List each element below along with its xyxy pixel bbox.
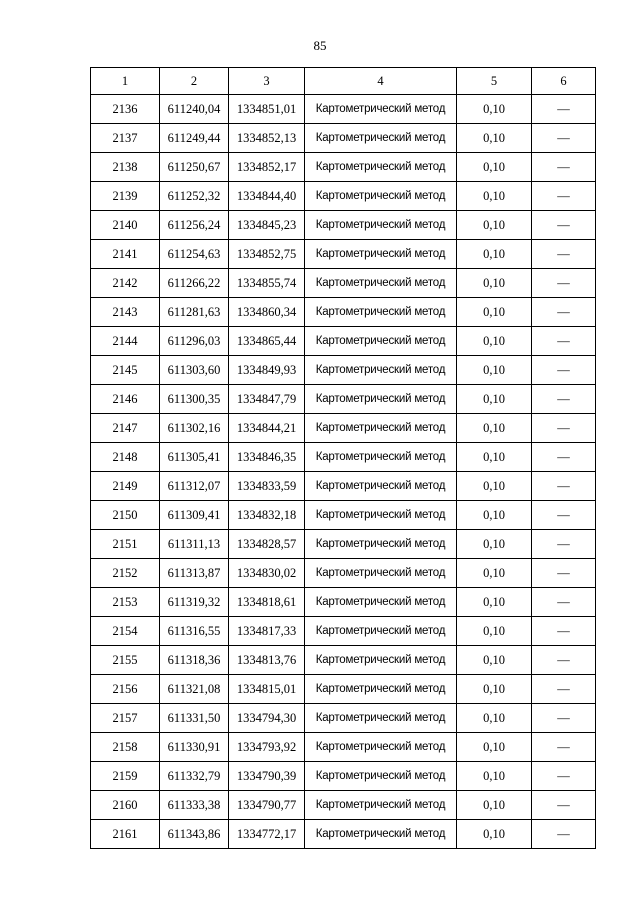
method-cell: Картометрический метод [305,385,457,414]
y-coordinate-cell: 1334790,77 [229,791,305,820]
x-coordinate-cell: 611303,60 [160,356,229,385]
y-coordinate-cell: 1334817,33 [229,617,305,646]
column-header: 6 [532,68,596,95]
accuracy-cell: 0,10 [457,530,532,559]
x-coordinate-cell: 611254,63 [160,240,229,269]
note-cell: — [532,530,596,559]
point-number-cell: 2138 [91,153,160,182]
x-coordinate-cell: 611305,41 [160,443,229,472]
method-cell: Картометрический метод [305,443,457,472]
point-number-cell: 2154 [91,617,160,646]
x-coordinate-cell: 611332,79 [160,762,229,791]
table-row [91,762,596,791]
point-number-cell: 2150 [91,501,160,530]
point-number-cell: 2157 [91,704,160,733]
method-cell: Картометрический метод [305,617,457,646]
table-row [91,240,596,269]
table-row [91,559,596,588]
point-number-cell: 2143 [91,298,160,327]
note-cell: — [532,269,596,298]
table-row [91,443,596,472]
note-cell: — [532,472,596,501]
note-cell: — [532,182,596,211]
method-cell: Картометрический метод [305,298,457,327]
x-coordinate-cell: 611300,35 [160,385,229,414]
point-number-cell: 2148 [91,443,160,472]
accuracy-cell: 0,10 [457,675,532,704]
accuracy-cell: 0,10 [457,211,532,240]
table-row [91,472,596,501]
point-number-cell: 2152 [91,559,160,588]
accuracy-cell: 0,10 [457,559,532,588]
y-coordinate-cell: 1334844,21 [229,414,305,443]
method-cell: Картометрический метод [305,269,457,298]
method-cell: Картометрический метод [305,530,457,559]
point-number-cell: 2146 [91,385,160,414]
point-number-cell: 2153 [91,588,160,617]
accuracy-cell: 0,10 [457,704,532,733]
column-header: 4 [305,68,457,95]
column-header: 2 [160,68,229,95]
note-cell: — [532,414,596,443]
method-cell: Картометрический метод [305,675,457,704]
x-coordinate-cell: 611256,24 [160,211,229,240]
y-coordinate-cell: 1334813,76 [229,646,305,675]
method-cell: Картометрический метод [305,791,457,820]
x-coordinate-cell: 611249,44 [160,124,229,153]
accuracy-cell: 0,10 [457,820,532,849]
point-number-cell: 2145 [91,356,160,385]
point-number-cell: 2160 [91,791,160,820]
accuracy-cell: 0,10 [457,298,532,327]
y-coordinate-cell: 1334793,92 [229,733,305,762]
note-cell: — [532,95,596,124]
accuracy-cell: 0,10 [457,269,532,298]
note-cell: — [532,704,596,733]
point-number-cell: 2158 [91,733,160,762]
note-cell: — [532,356,596,385]
accuracy-cell: 0,10 [457,124,532,153]
y-coordinate-cell: 1334844,40 [229,182,305,211]
x-coordinate-cell: 611266,22 [160,269,229,298]
point-number-cell: 2140 [91,211,160,240]
y-coordinate-cell: 1334846,35 [229,443,305,472]
note-cell: — [532,298,596,327]
y-coordinate-cell: 1334852,17 [229,153,305,182]
table-row [91,617,596,646]
point-number-cell: 2142 [91,269,160,298]
table-row [91,791,596,820]
table-row [91,153,596,182]
note-cell: — [532,617,596,646]
note-cell: — [532,762,596,791]
accuracy-cell: 0,10 [457,733,532,762]
y-coordinate-cell: 1334865,44 [229,327,305,356]
accuracy-cell: 0,10 [457,327,532,356]
note-cell: — [532,443,596,472]
note-cell: — [532,501,596,530]
y-coordinate-cell: 1334860,34 [229,298,305,327]
page-number: 85 [313,38,327,53]
method-cell: Картометрический метод [305,820,457,849]
x-coordinate-cell: 611312,07 [160,472,229,501]
y-coordinate-cell: 1334832,18 [229,501,305,530]
y-coordinate-cell: 1334855,74 [229,269,305,298]
x-coordinate-cell: 611302,16 [160,414,229,443]
x-coordinate-cell: 611319,32 [160,588,229,617]
accuracy-cell: 0,10 [457,762,532,791]
y-coordinate-cell: 1334833,59 [229,472,305,501]
point-number-cell: 2144 [91,327,160,356]
note-cell: — [532,646,596,675]
table-row [91,704,596,733]
table-row [91,820,596,849]
x-coordinate-cell: 611333,38 [160,791,229,820]
method-cell: Картометрический метод [305,414,457,443]
x-coordinate-cell: 611281,63 [160,298,229,327]
y-coordinate-cell: 1334852,13 [229,124,305,153]
accuracy-cell: 0,10 [457,182,532,211]
x-coordinate-cell: 611309,41 [160,501,229,530]
accuracy-cell: 0,10 [457,791,532,820]
y-coordinate-cell: 1334790,39 [229,762,305,791]
x-coordinate-cell: 611296,03 [160,327,229,356]
accuracy-cell: 0,10 [457,472,532,501]
point-number-cell: 2147 [91,414,160,443]
accuracy-cell: 0,10 [457,501,532,530]
method-cell: Картометрический метод [305,733,457,762]
point-number-cell: 2159 [91,762,160,791]
point-number-cell: 2161 [91,820,160,849]
accuracy-cell: 0,10 [457,617,532,646]
table-row [91,298,596,327]
y-coordinate-cell: 1334818,61 [229,588,305,617]
note-cell: — [532,559,596,588]
method-cell: Картометрический метод [305,646,457,675]
table-row [91,588,596,617]
x-coordinate-cell: 611330,91 [160,733,229,762]
note-cell: — [532,675,596,704]
column-header: 1 [91,68,160,95]
accuracy-cell: 0,10 [457,443,532,472]
table-row [91,530,596,559]
note-cell: — [532,385,596,414]
note-cell: — [532,327,596,356]
accuracy-cell: 0,10 [457,646,532,675]
method-cell: Картометрический метод [305,153,457,182]
x-coordinate-cell: 611316,55 [160,617,229,646]
y-coordinate-cell: 1334830,02 [229,559,305,588]
method-cell: Картометрический метод [305,762,457,791]
accuracy-cell: 0,10 [457,240,532,269]
method-cell: Картометрический метод [305,356,457,385]
y-coordinate-cell: 1334845,23 [229,211,305,240]
y-coordinate-cell: 1334794,30 [229,704,305,733]
x-coordinate-cell: 611250,67 [160,153,229,182]
table-row [91,646,596,675]
point-number-cell: 2155 [91,646,160,675]
x-coordinate-cell: 611240,04 [160,95,229,124]
x-coordinate-cell: 611321,08 [160,675,229,704]
table-row [91,211,596,240]
x-coordinate-cell: 611331,50 [160,704,229,733]
accuracy-cell: 0,10 [457,153,532,182]
table-row [91,385,596,414]
point-number-cell: 2139 [91,182,160,211]
y-coordinate-cell: 1334852,75 [229,240,305,269]
accuracy-cell: 0,10 [457,414,532,443]
accuracy-cell: 0,10 [457,588,532,617]
table-row [91,733,596,762]
method-cell: Картометрический метод [305,704,457,733]
note-cell: — [532,211,596,240]
note-cell: — [532,240,596,269]
table-row [91,95,596,124]
y-coordinate-cell: 1334772,17 [229,820,305,849]
note-cell: — [532,791,596,820]
method-cell: Картометрический метод [305,182,457,211]
x-coordinate-cell: 611252,32 [160,182,229,211]
note-cell: — [532,820,596,849]
table-row [91,675,596,704]
table-row [91,414,596,443]
y-coordinate-cell: 1334851,01 [229,95,305,124]
y-coordinate-cell: 1334849,93 [229,356,305,385]
column-header: 5 [457,68,532,95]
point-number-cell: 2136 [91,95,160,124]
method-cell: Картометрический метод [305,559,457,588]
method-cell: Картометрический метод [305,588,457,617]
point-number-cell: 2149 [91,472,160,501]
table-row [91,124,596,153]
x-coordinate-cell: 611313,87 [160,559,229,588]
accuracy-cell: 0,10 [457,95,532,124]
table-row [91,356,596,385]
method-cell: Картометрический метод [305,124,457,153]
method-cell: Картометрический метод [305,472,457,501]
y-coordinate-cell: 1334847,79 [229,385,305,414]
method-cell: Картометрический метод [305,211,457,240]
column-header: 3 [229,68,305,95]
point-number-cell: 2141 [91,240,160,269]
table-row [91,269,596,298]
point-number-cell: 2151 [91,530,160,559]
accuracy-cell: 0,10 [457,385,532,414]
note-cell: — [532,588,596,617]
table-row [91,182,596,211]
method-cell: Картометрический метод [305,95,457,124]
table-row [91,327,596,356]
note-cell: — [532,124,596,153]
x-coordinate-cell: 611311,13 [160,530,229,559]
y-coordinate-cell: 1334828,57 [229,530,305,559]
y-coordinate-cell: 1334815,01 [229,675,305,704]
coordinates-table [90,67,596,849]
point-number-cell: 2137 [91,124,160,153]
note-cell: — [532,153,596,182]
method-cell: Картометрический метод [305,240,457,269]
note-cell: — [532,733,596,762]
table-row [91,501,596,530]
table-header [91,68,596,95]
table-body [91,95,596,849]
x-coordinate-cell: 611318,36 [160,646,229,675]
accuracy-cell: 0,10 [457,356,532,385]
method-cell: Картометрический метод [305,327,457,356]
point-number-cell: 2156 [91,675,160,704]
header-row [91,68,596,95]
method-cell: Картометрический метод [305,501,457,530]
x-coordinate-cell: 611343,86 [160,820,229,849]
